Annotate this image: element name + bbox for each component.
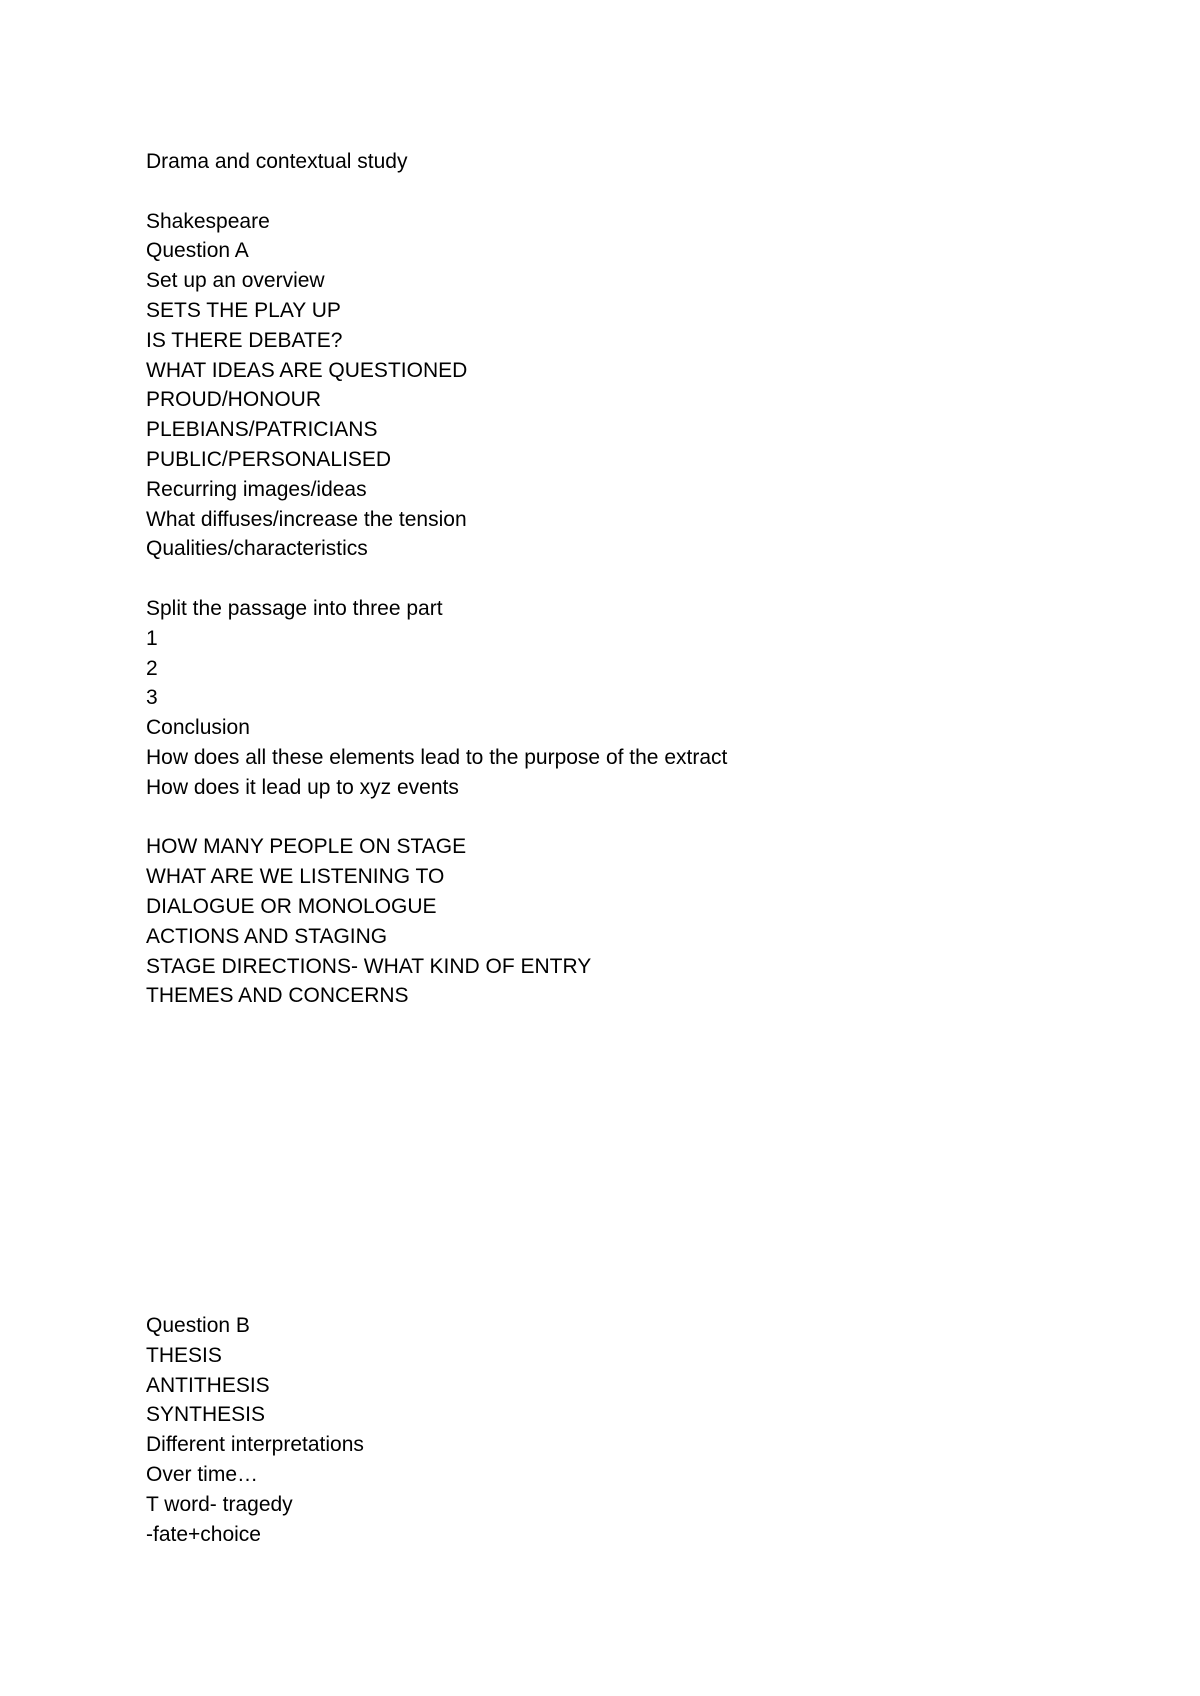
question-a-heading: Question A (146, 239, 249, 263)
note-line: SYNTHESIS (146, 1403, 266, 1427)
note-line: Recurring images/ideas (146, 477, 367, 501)
conclusion-heading: Conclusion (146, 716, 250, 740)
blank-line (146, 803, 727, 833)
note-line: T word- tragedy (146, 1492, 293, 1516)
note-line: SETS THE PLAY UP (146, 298, 341, 322)
note-line: Set up an overview (146, 269, 325, 293)
conclusion-point: How does it lead up to xyz events (146, 775, 459, 799)
note-line: IS THERE DEBATE? (146, 328, 343, 352)
structure-part-3: 3 (146, 686, 158, 710)
section-heading-shakespeare: Shakespeare (146, 209, 270, 233)
note-line: Different interpretations (146, 1433, 364, 1457)
question-a-notes (146, 147, 727, 1011)
note-line: THESIS (146, 1343, 222, 1367)
blank-line (146, 564, 727, 594)
note-line: What diffuses/increase the tension (146, 507, 467, 531)
staging-point: STAGE DIRECTIONS- WHAT KIND OF ENTRY (146, 954, 592, 978)
note-line: Over time… (146, 1462, 259, 1486)
staging-point: DIALOGUE OR MONOLOGUE (146, 894, 437, 918)
staging-point: ACTIONS AND STAGING (146, 924, 388, 948)
note-line: -fate+choice (146, 1522, 261, 1546)
staging-point: WHAT ARE WE LISTENING TO (146, 865, 445, 889)
document-title: Drama and contextual study (146, 150, 408, 173)
staging-point: HOW MANY PEOPLE ON STAGE (146, 835, 467, 859)
note-line: PROUD/HONOUR (146, 388, 322, 412)
question-b-heading: Question B (146, 1314, 250, 1337)
note-line: ANTITHESIS (146, 1373, 270, 1397)
note-line: WHAT IDEAS ARE QUESTIONED (146, 358, 468, 382)
structure-part-1: 1 (146, 626, 158, 650)
blank-line (146, 177, 727, 207)
note-line: Qualities/characteristics (146, 537, 368, 561)
note-line: PUBLIC/PERSONALISED (146, 447, 392, 471)
staging-point: THEMES AND CONCERNS (146, 984, 409, 1008)
structure-part-2: 2 (146, 656, 158, 680)
question-b-notes (146, 1311, 364, 1549)
structure-intro: Split the passage into three part (146, 596, 443, 620)
conclusion-point: How does all these elements lead to the purpose of the extract (146, 745, 728, 769)
note-line: PLEBIANS/PATRICIANS (146, 418, 378, 442)
